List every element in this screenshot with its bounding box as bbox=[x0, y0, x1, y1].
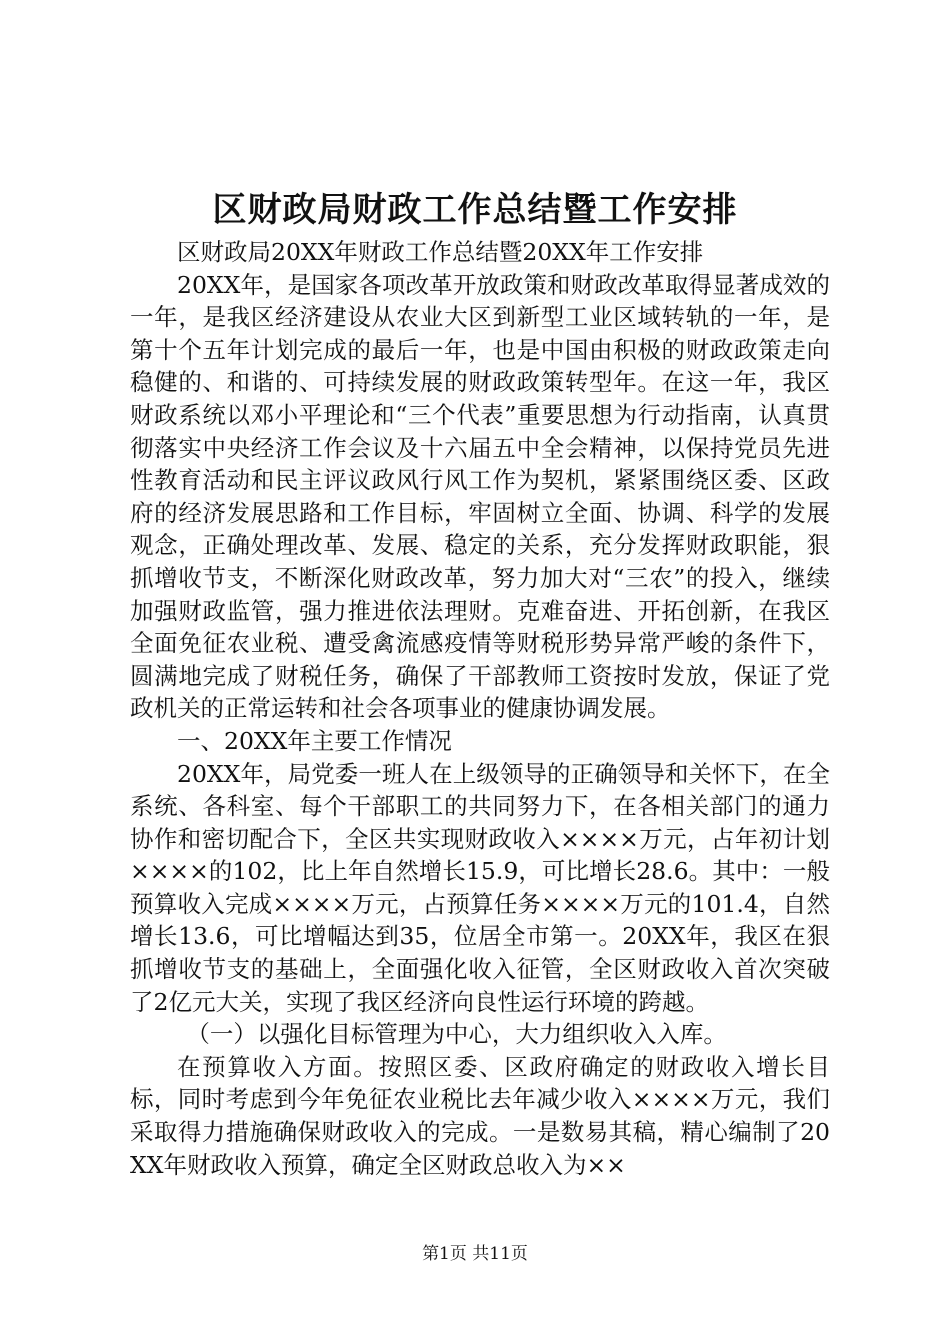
page-number-footer: 第1页 共11页 bbox=[422, 1244, 528, 1264]
document-title: 区财政局财政工作总结暨工作安排 bbox=[212, 190, 738, 230]
intro-paragraph: 20XX年，是国家各项改革开放政策和财政改革取得显著成效的一年，是我区经济建设从农业大区到新型工业区域转轨的一年，是第十个五年计划完成的最后一年，也是中国由积极的财政政策走向稳健的、和谐的、可持续发展的财政政策转型年。在这一年，我区财政系统以邓小平理论和“三个代表”重要思想为行动指南，认真贯彻落实中央经济工作会议及十六届五中全会精神，以保持党员先进性教育活动和民主评议政风行风工作为契机，紧紧围绕区委、区政府的经济发展思路和工作目标，牢固树立全面、协调、科学的发展观念，正确处理改革、发展、稳定的关系，充分发挥财政职能，狠抓增收节支，不断深化财政改革，努力加大对“三农”的投入，继续加强财政监管，强力推进依法理财。克难奋进、开拓创新，在我区全面免征农业税、遭受禽流感疫情等财税形势异常严峻的条件下，圆满地完成了财税任务，确保了干部教师工资按时发放，保证了党政机关的正常运转和社会各项事业的健康协调发展。 bbox=[130, 270, 830, 723]
summary-paragraph: 20XX年，局党委一班人在上级领导的正确领导和关怀下，在全系统、各科室、每个干部职工的共同努力下，在各相关部门的通力协作和密切配合下，全区共实现财政收入××××万元，占年初计划××××的102，比上年自然增长15.9，可比增长28.6。其中：一般预算收入完成××××万元，占预算任务××××万元的101.4，自然增长13.6，可比增幅达到35，位居全市第一。20XX年，我区在狠抓增收节支的基础上，全面强化收入征管，全区财政收入首次突破了2亿元大关，实现了我区经济向良性运行环境的跨越。 bbox=[130, 759, 830, 1016]
section-heading: 一、20XX年主要工作情况 bbox=[177, 726, 452, 755]
subtitle-paragraph: 区财政局20XX年财政工作总结暨20XX年工作安排 bbox=[177, 238, 704, 266]
budget-paragraph: 在预算收入方面。按照区委、区政府确定的财政收入增长目标，同时考虑到今年免征农业税比去年减少收入××××万元，我们采取得力措施确保财政收入的完成。一是数易其稿，精心编制了20XX年财政收入预算，确定全区财政总收入为×× bbox=[130, 1052, 830, 1179]
subsection-heading: （一）以强化目标管理为中心，大力组织收入入库。 bbox=[186, 1020, 727, 1049]
document-body bbox=[130, 236, 830, 1181]
